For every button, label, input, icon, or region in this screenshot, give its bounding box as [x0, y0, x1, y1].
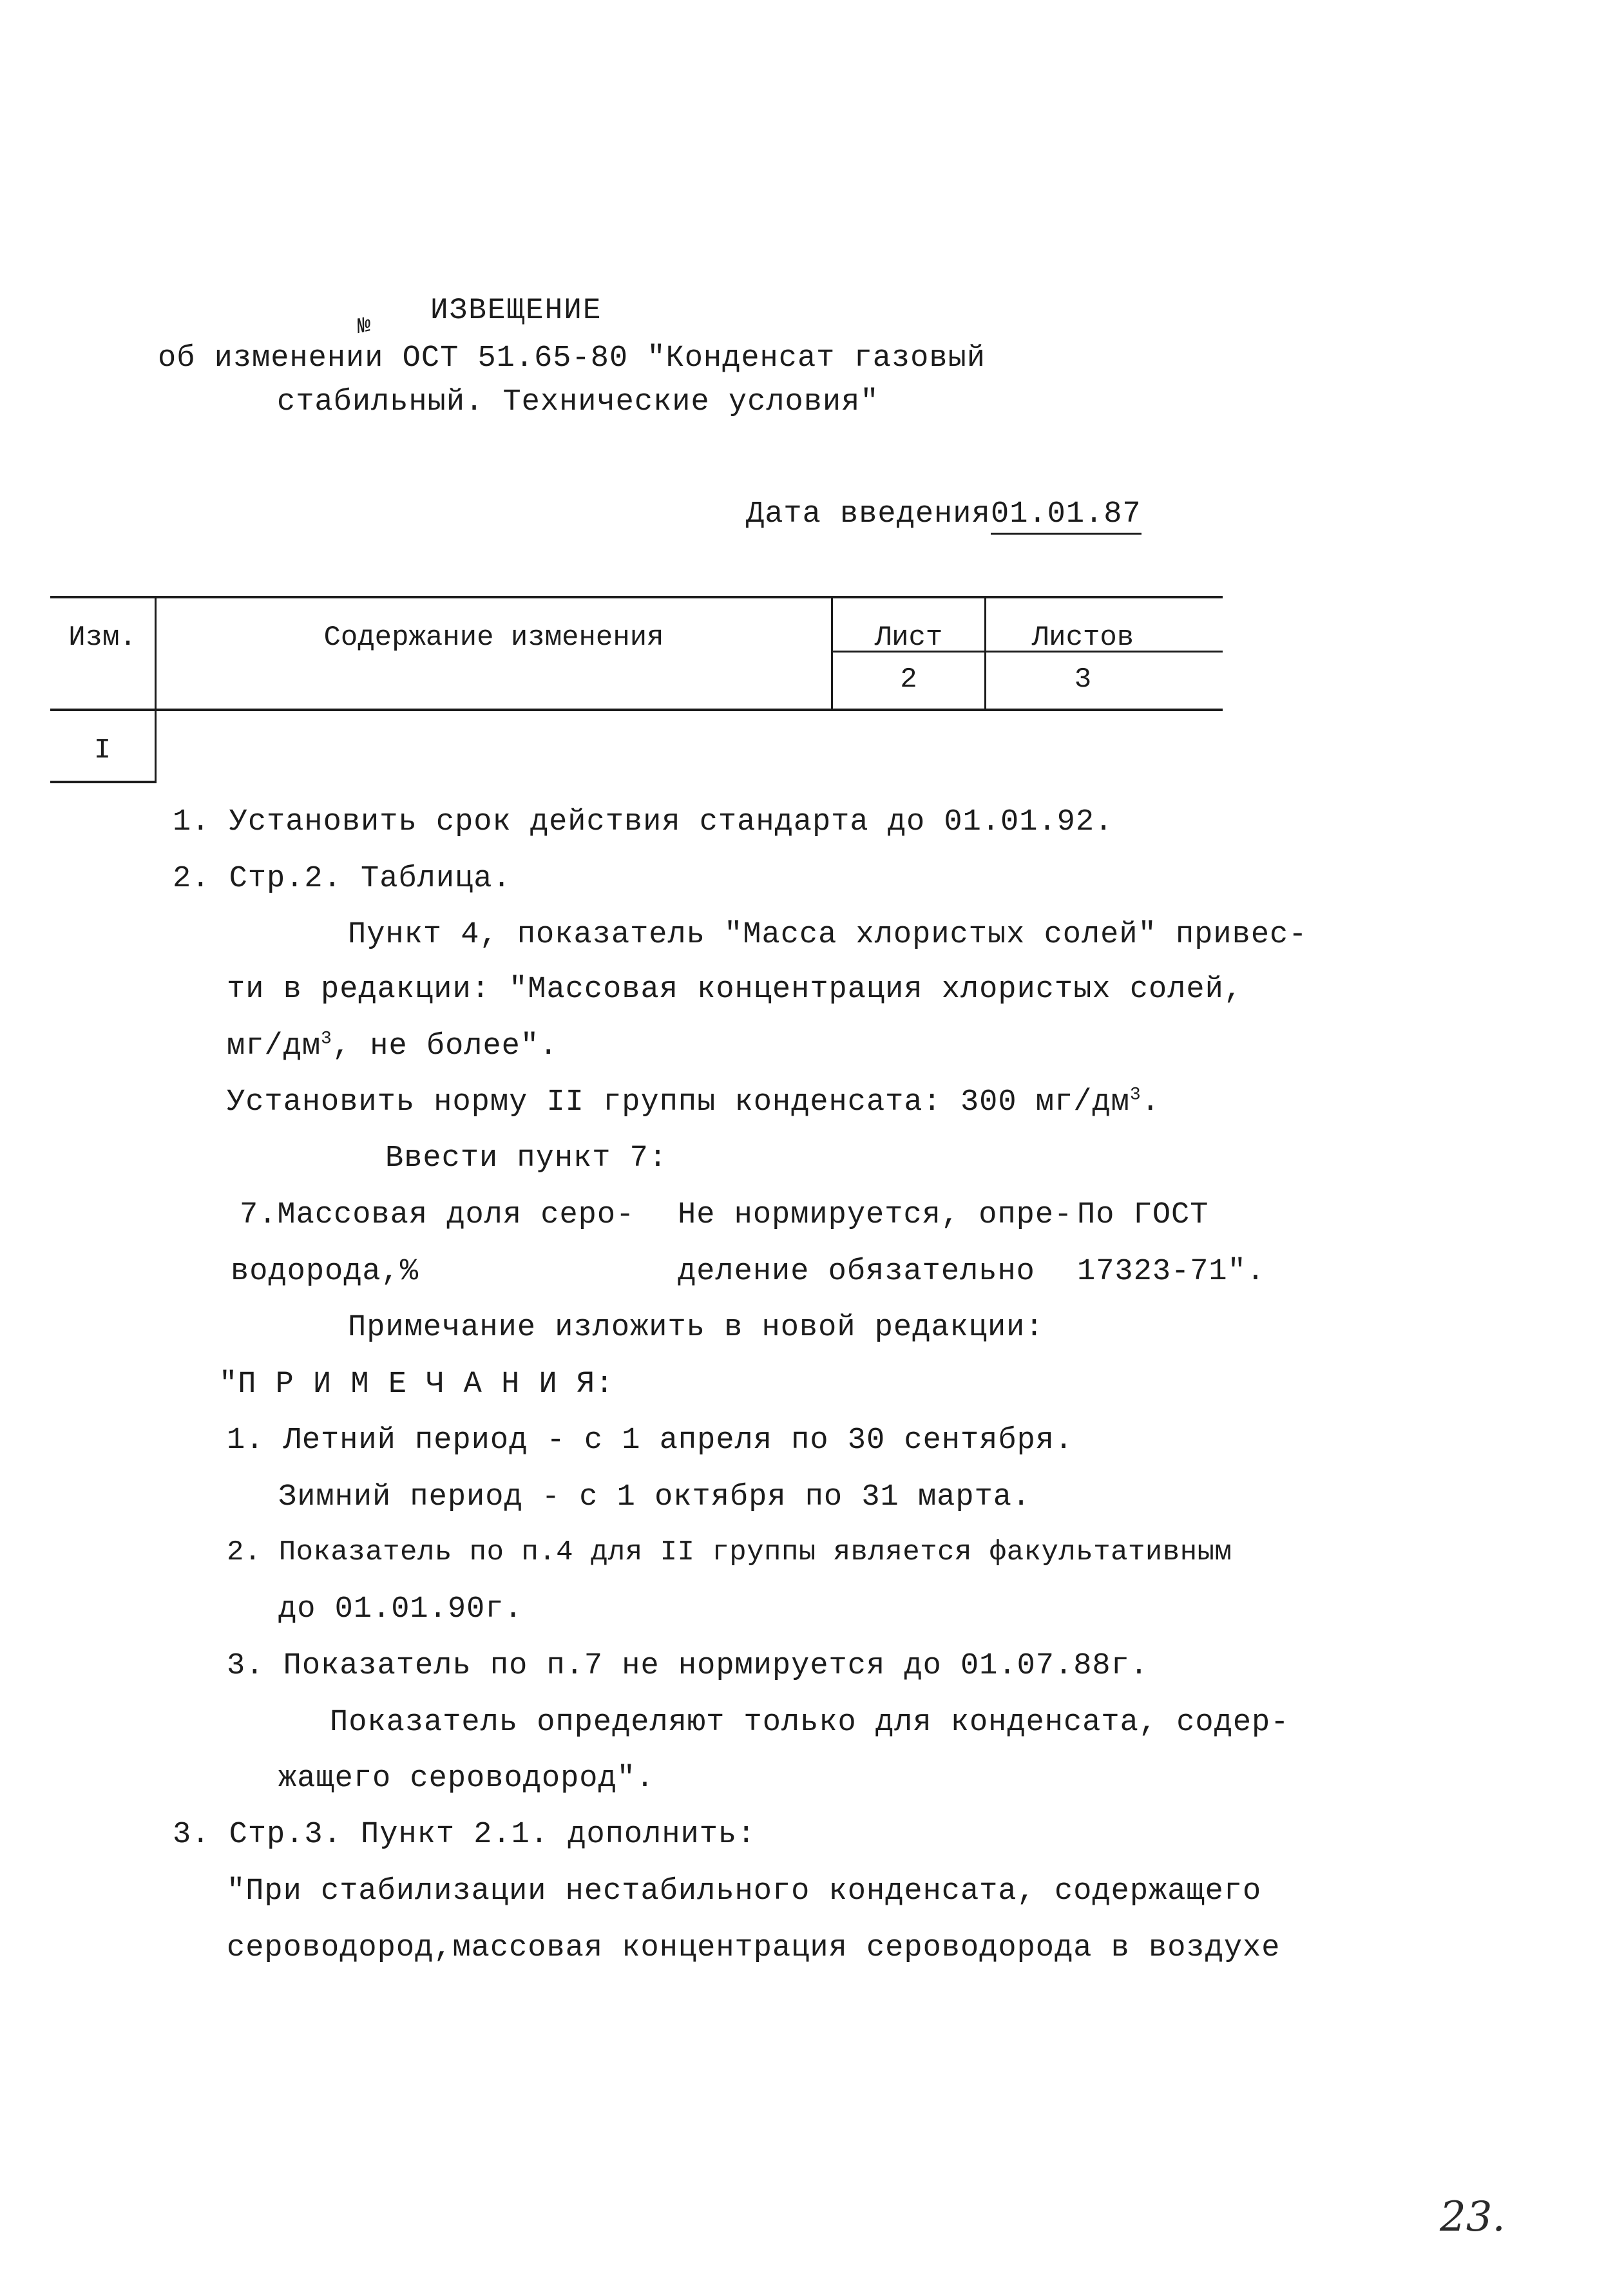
item-1: 1. Установить срок действия стандарта до 01.01.92. [173, 805, 1114, 839]
item-2-norm: Установить норму II группы конденсата: 300 $мг/дм^3$. [227, 1085, 1160, 1119]
point-7-method-line-2: 17323-71". [1077, 1255, 1266, 1289]
sheets-total: 3 [1074, 663, 1092, 696]
note-3-line-3: жащего сероводород". [278, 1762, 655, 1796]
point-7-name-line-1: 7.Массовая доля серо- [240, 1198, 635, 1232]
change-number: I [93, 734, 111, 767]
note-1-line-1: 1. Летний период - с 1 апреля по 30 сентября. [227, 1424, 1074, 1458]
note-2-line-1: 2. Показатель по п.4 для II группы является факультативным [227, 1536, 1232, 1568]
item-3: 3. Стр.3. Пункт 2.1. дополнить: [173, 1818, 756, 1852]
item-2: 2. Стр.2. Таблица. [173, 862, 511, 896]
notice-subject-line-1: об изменении ОСТ 51.65-80 "Конденсат газовый [158, 341, 986, 376]
item-3-text-line-1: "При стабилизации нестабильного конденсата, содержащего [227, 1874, 1262, 1909]
table-header-bottom-rule [50, 709, 1223, 711]
item-2-text-line-3: $мг/дм^3$, не более". [227, 1029, 559, 1063]
point-7-method-line-1: По ГОСТ [1077, 1198, 1209, 1232]
point-7-norm-line-1: Не нормируется, опре- [678, 1198, 1073, 1232]
note-2-line-2: до 01.01.90г. [278, 1592, 523, 1626]
page-number: 23. [1440, 2193, 1505, 2241]
notes-title: "П Р И М Е Ч А Н И Я: [219, 1367, 615, 1402]
effective-date-value: 01.01.87 [991, 497, 1142, 535]
item-2-text-line-2: ти в редакции: "Массовая концентрация хлористых солей, [227, 973, 1243, 1007]
notice-subject-line-2: стабильный. Технические условия" [277, 385, 879, 419]
effective-date-label: Дата введения [746, 497, 991, 531]
item-2-text-line-1: Пункт 4, показатель "Масса хлористых солей" привес- [348, 918, 1308, 952]
item-3-text-line-2: сероводород,массовая концентрация сероводорода в воздухе [227, 1931, 1281, 1965]
note-1-line-2: Зимний период - с 1 октября по 31 марта. [278, 1480, 1031, 1514]
header-sheet: Лист [874, 622, 943, 654]
number-mark: № [355, 313, 374, 340]
table-top-rule [50, 596, 1223, 598]
note-3-line-1: 3. Показатель по п.7 не нормируется до 01.07.88г. [227, 1649, 1149, 1683]
sheet-number: 2 [900, 663, 917, 696]
header-content: Содержание изменения [323, 622, 664, 654]
point-7-norm-line-2: деление обязательно [678, 1255, 1035, 1289]
point-7-name-line-2: водорода,% [231, 1255, 419, 1289]
note-instruction: Примечание изложить в новой редакции: [348, 1311, 1044, 1345]
header-sheets-total: Листов [1031, 622, 1134, 654]
note-3-line-2: Показатель определяют только для конденсата, содер- [330, 1706, 1290, 1740]
header-izm: Изм. [68, 622, 137, 654]
notice-title: ИЗВЕЩЕНИЕ [430, 294, 602, 327]
table-row-bottom-rule [50, 781, 157, 783]
item-2-add-point: Ввести пункт 7: [385, 1141, 668, 1176]
